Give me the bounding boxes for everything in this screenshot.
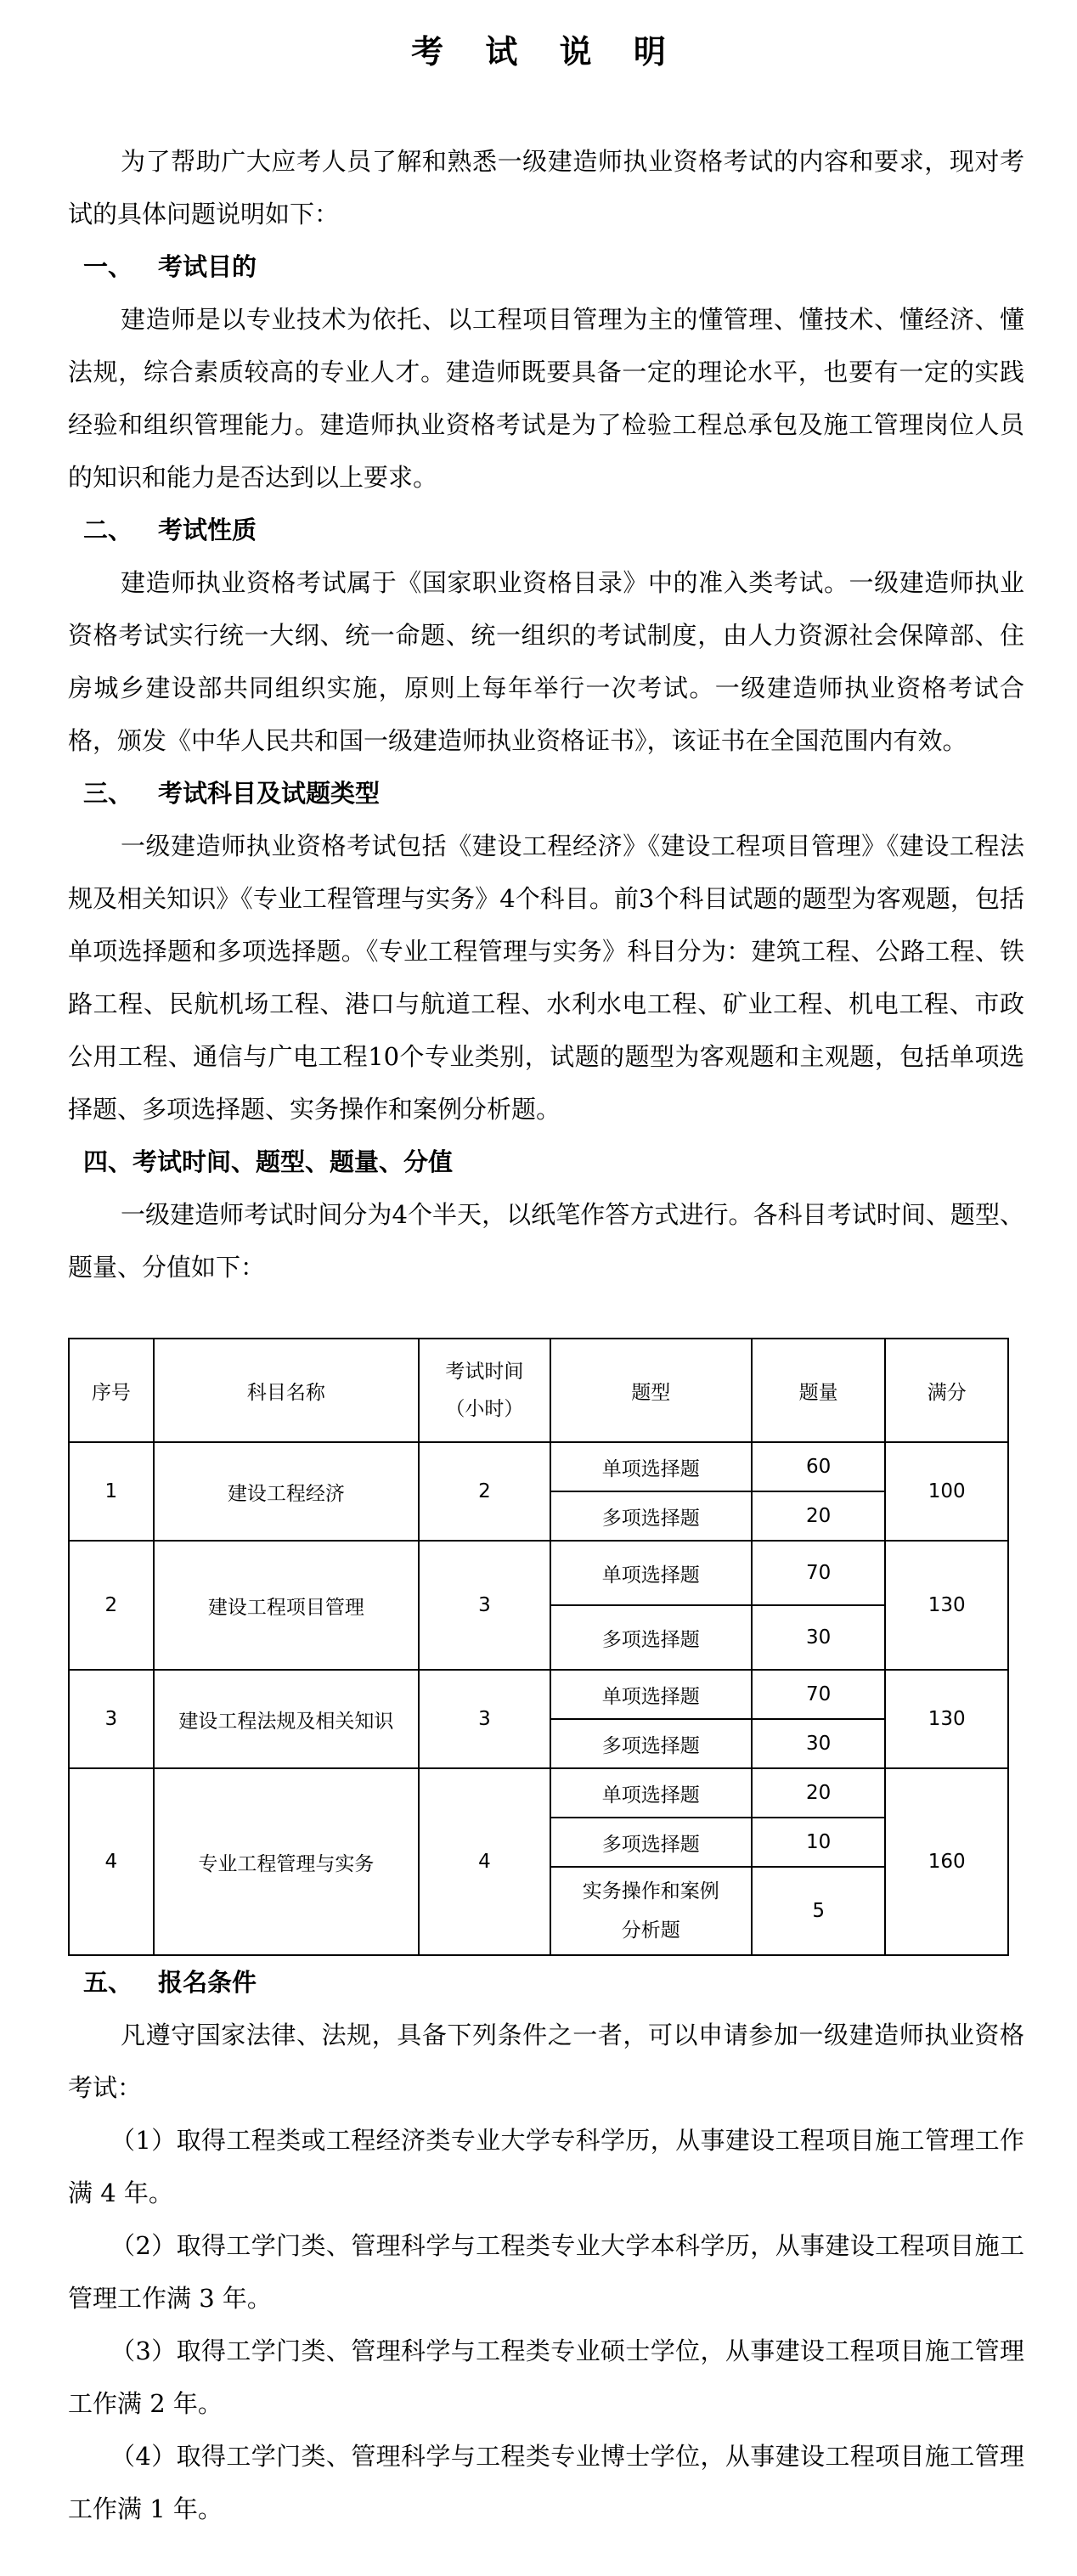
cell-type: 单项选择题 bbox=[550, 1768, 752, 1818]
table-row bbox=[69, 1768, 1008, 1818]
section-number: 四、 bbox=[83, 1147, 133, 1176]
cell-type: 单项选择题 bbox=[550, 1442, 752, 1491]
table-row bbox=[69, 1442, 1008, 1491]
cell-seq: 2 bbox=[69, 1541, 154, 1670]
cell-type: 单项选择题 bbox=[550, 1541, 752, 1605]
cell-count: 70 bbox=[752, 1541, 886, 1605]
section-heading-4 bbox=[68, 1136, 1024, 1188]
cell-type: 多项选择题 bbox=[550, 1818, 752, 1867]
section-title: 考试目的 bbox=[158, 252, 257, 281]
header-seq: 序号 bbox=[69, 1339, 154, 1442]
section-heading-3 bbox=[68, 767, 1024, 820]
table-header-row bbox=[69, 1339, 1008, 1442]
cell-type bbox=[550, 1867, 752, 1955]
list-item: （2）取得工学门类、管理科学与工程类专业大学本科学历，从事建设工程项目施工管理工作满 3 年。 bbox=[68, 2231, 1024, 2313]
section-heading-1 bbox=[68, 240, 1024, 293]
cell-type: 单项选择题 bbox=[550, 1670, 752, 1719]
section-body-4: 一级建造师考试时间分为4个半天，以纸笔作答方式进行。各科目考试时间、题型、题量、分值如下： bbox=[68, 1200, 1024, 1282]
section-body-5: 凡遵守国家法律、法规，具备下列条件之一者，可以申请参加一级建造师执业资格考试： bbox=[68, 2021, 1024, 2102]
cell-count: 70 bbox=[752, 1670, 886, 1719]
table-row bbox=[69, 1541, 1008, 1605]
section-title: 考试性质 bbox=[158, 516, 257, 544]
list-item: （3）取得工学门类、管理科学与工程类专业硕士学位，从事建设工程项目施工管理工作满 2 年。 bbox=[68, 2336, 1024, 2418]
cell-seq: 4 bbox=[69, 1768, 154, 1955]
section-body-2: 建造师执业资格考试属于《国家职业资格目录》中的准入类考试。一级建造师执业资格考试实行统一大纲、统一命题、统一组织的考试制度，由人力资源社会保障部、住房城乡建设部共同组织实施，原则上每年举行一次考试。一级建造师执业资格考试合格，颁发《中华人民共和国一级建造师执业资格证书》，该证书在全国范围内有效。 bbox=[68, 568, 1024, 755]
section-number: 二、 bbox=[83, 516, 133, 544]
cell-count: 20 bbox=[752, 1768, 886, 1818]
list-item: （4）取得工学门类、管理科学与工程类专业博士学位，从事建设工程项目施工管理工作满 1 年。 bbox=[68, 2442, 1024, 2523]
cell-count: 30 bbox=[752, 1719, 886, 1768]
cell-type: 多项选择题 bbox=[550, 1491, 752, 1541]
cell-subject: 专业工程管理与实务 bbox=[154, 1768, 419, 1955]
cell-time: 2 bbox=[419, 1442, 550, 1541]
cell-time: 4 bbox=[419, 1768, 550, 1955]
cell-score: 100 bbox=[885, 1442, 1008, 1541]
header-type: 题型 bbox=[550, 1339, 752, 1442]
cell-score: 130 bbox=[885, 1541, 1008, 1670]
section-body-3: 一级建造师执业资格考试包括《建设工程经济》《建设工程项目管理》《建设工程法规及相关知识》《专业工程管理与实务》4个科目。前3个科目试题的题型为客观题，包括单项选择题和多项选择题。《专业工程管理与实务》科目分为：建筑工程、公路工程、铁路工程、民航机场工程、港口与航道工程、水利水电工程、矿业工程、机电工程、市政公用工程、通信与广电工程10个专业类别，试题的题型为客观题和主观题，包括单项选择题、多项选择题、实务操作和案例分析题。 bbox=[68, 831, 1024, 1124]
header-time bbox=[419, 1339, 550, 1442]
header-subject: 科目名称 bbox=[154, 1339, 419, 1442]
cell-type-line2: 分析题 bbox=[621, 1919, 680, 1942]
section-number: 三、 bbox=[83, 779, 133, 808]
table-row bbox=[69, 1670, 1008, 1719]
section-5 bbox=[68, 1956, 1024, 2535]
cell-score: 130 bbox=[885, 1670, 1008, 1768]
header-count: 题量 bbox=[752, 1339, 886, 1442]
cell-score: 160 bbox=[885, 1768, 1008, 1955]
cell-subject: 建设工程法规及相关知识 bbox=[154, 1670, 419, 1768]
section-number: 五、 bbox=[83, 1968, 133, 1997]
header-time-line1: 考试时间 bbox=[445, 1361, 524, 1383]
cell-time: 3 bbox=[419, 1670, 550, 1768]
section-title: 考试科目及试题类型 bbox=[158, 779, 381, 808]
cell-subject: 建设工程项目管理 bbox=[154, 1541, 419, 1670]
cell-count: 60 bbox=[752, 1442, 886, 1491]
section-title: 考试时间、题型、题量、分值 bbox=[133, 1147, 454, 1176]
section-heading-2 bbox=[68, 504, 1024, 556]
exam-table bbox=[68, 1338, 1009, 1956]
section-title: 报名条件 bbox=[158, 1968, 257, 1997]
header-score: 满分 bbox=[885, 1339, 1008, 1442]
intro-paragraph: 为了帮助广大应考人员了解和熟悉一级建造师执业资格考试的内容和要求，现对考试的具体问题说明如下： bbox=[68, 147, 1024, 228]
header-time-line2: （小时） bbox=[445, 1398, 524, 1420]
cell-time: 3 bbox=[419, 1541, 550, 1670]
cell-seq: 3 bbox=[69, 1670, 154, 1768]
cell-type: 多项选择题 bbox=[550, 1605, 752, 1670]
cell-count: 10 bbox=[752, 1818, 886, 1867]
cell-seq: 1 bbox=[69, 1442, 154, 1541]
cell-type: 多项选择题 bbox=[550, 1719, 752, 1768]
cell-count: 30 bbox=[752, 1605, 886, 1670]
list-item: （1）取得工程类或工程经济类专业大学专科学历，从事建设工程项目施工管理工作满 4 年。 bbox=[68, 2126, 1024, 2207]
section-number: 一、 bbox=[83, 252, 133, 281]
cell-count: 5 bbox=[752, 1867, 886, 1955]
page-title: 考 试 说 明 bbox=[411, 32, 681, 70]
cell-type-line1: 实务操作和案例 bbox=[582, 1880, 719, 1902]
cell-count: 20 bbox=[752, 1491, 886, 1541]
exam-table-wrapper bbox=[68, 1338, 1024, 1956]
section-body-1: 建造师是以专业技术为依托、以工程项目管理为主的懂管理、懂技术、懂经济、懂法规，综合素质较高的专业人才。建造师既要具备一定的理论水平，也要有一定的实践经验和组织管理能力。建造师执业资格考试是为了检验工程总承包及施工管理岗位人员的知识和能力是否达到以上要求。 bbox=[68, 305, 1024, 492]
cell-subject: 建设工程经济 bbox=[154, 1442, 419, 1541]
section-heading-5 bbox=[68, 1956, 1024, 2009]
